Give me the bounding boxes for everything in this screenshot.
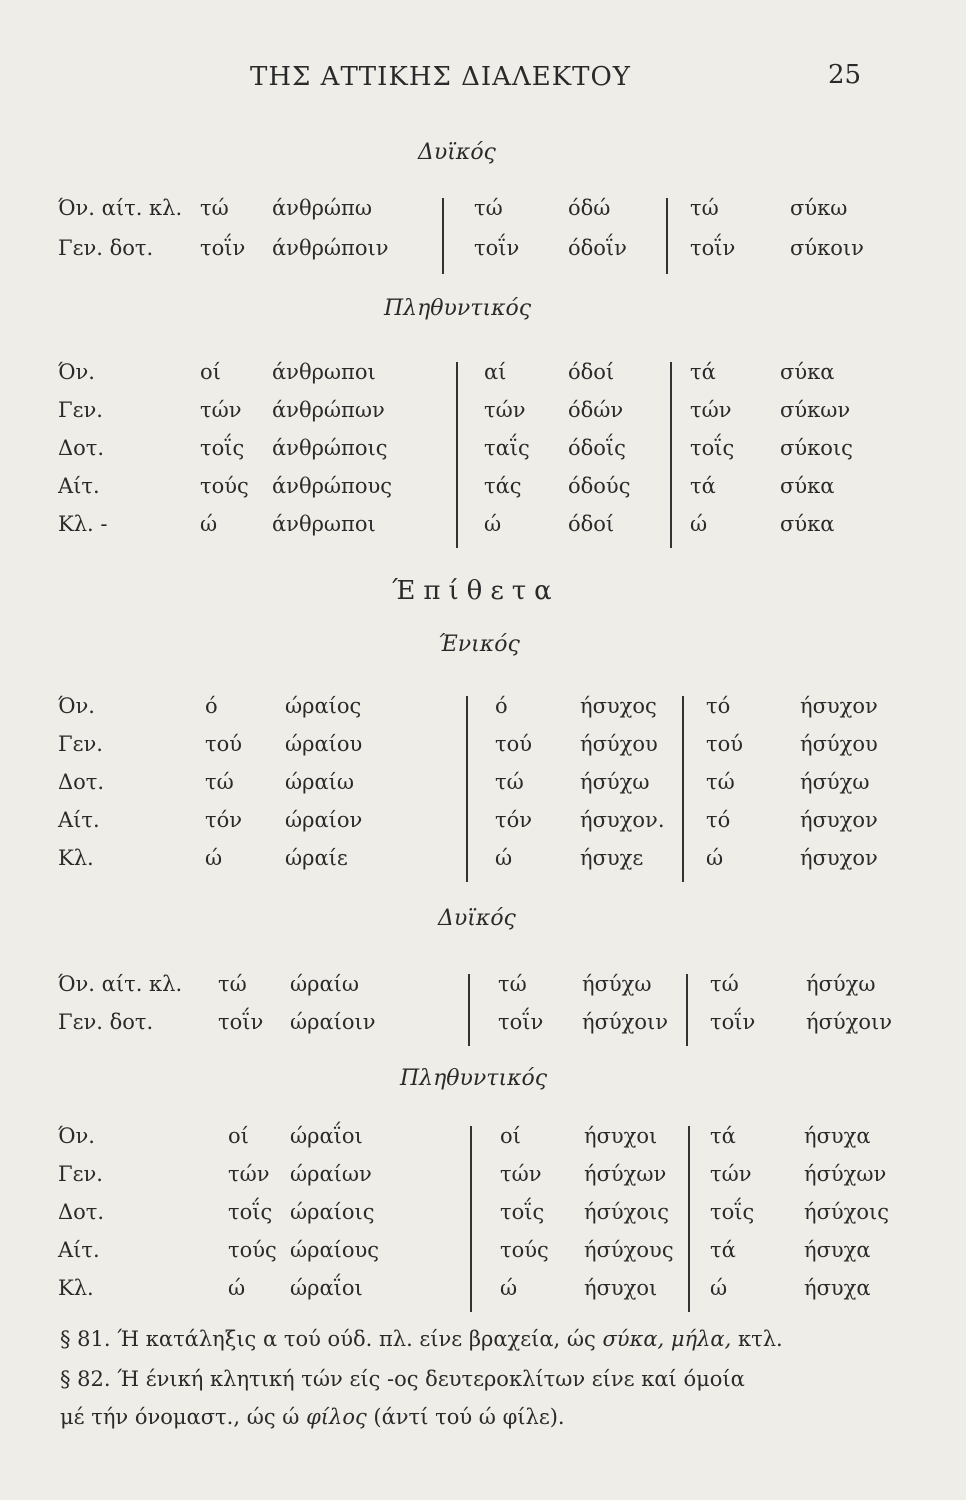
article-cell: τών: [690, 398, 732, 422]
article-cell: ώ: [690, 512, 708, 536]
column-divider: [456, 362, 458, 548]
case-label: Γεν. δοτ.: [58, 1010, 154, 1034]
article-cell: τό: [706, 694, 731, 718]
column-divider: [466, 696, 468, 882]
word-form-cell: ήσύχοιν: [582, 1010, 669, 1034]
adjectives-plural-heading: Πληθυντικός: [400, 1066, 548, 1091]
case-label: Δοτ.: [58, 436, 105, 460]
paragraph-text: μέ τήν όνομαστ., ώς ώ: [60, 1405, 300, 1429]
article-cell: τών: [228, 1162, 270, 1186]
word-form-cell: άνθρωποι: [272, 360, 376, 384]
word-form-cell: ήσυχα: [804, 1238, 871, 1262]
nouns-plural-heading: Πληθυντικός: [384, 296, 532, 321]
word-form-cell: όδοί: [568, 360, 615, 384]
article-cell: τοΐν: [474, 236, 520, 260]
article-cell: τοΐν: [710, 1010, 756, 1034]
article-cell: ώ: [484, 512, 502, 536]
table-row: [0, 1276, 966, 1308]
word-form-cell: ήσυχον.: [580, 808, 665, 832]
article-cell: ώ: [706, 846, 724, 870]
article-cell: ώ: [200, 512, 218, 536]
article-cell: τώ: [706, 770, 735, 794]
word-form-cell: όδοΐν: [568, 236, 627, 260]
adjectives-title: Έπίθετα: [392, 576, 560, 606]
article-cell: τοΐν: [690, 236, 736, 260]
article-cell: τόν: [495, 808, 533, 832]
table-row: [0, 196, 966, 228]
article-cell: τών: [484, 398, 526, 422]
column-divider: [670, 362, 672, 548]
article-cell: ώ: [228, 1276, 246, 1300]
article-cell: τών: [200, 398, 242, 422]
paragraph-text: Ή ένική κλητική τών είς -ος δευτεροκλίτων είνε καί όμοία: [117, 1367, 745, 1391]
adjectives-singular-heading: Ένικός: [438, 632, 520, 657]
article-cell: τοΐς: [228, 1200, 273, 1224]
article-cell: τοΐς: [690, 436, 735, 460]
paragraph-82: [60, 1360, 910, 1436]
word-form-cell: ώραίω: [285, 770, 355, 794]
table-row: [0, 1238, 966, 1270]
article-cell: τάς: [484, 474, 522, 498]
article-cell: τώ: [498, 972, 527, 996]
article-cell: οί: [500, 1124, 521, 1148]
table-row: [0, 972, 966, 1004]
adjectives-dual-heading: Δυϊκός: [438, 906, 516, 931]
article-cell: τώ: [205, 770, 234, 794]
table-row: [0, 694, 966, 726]
word-form-cell: ήσύχοις: [804, 1200, 890, 1224]
article-cell: τώ: [474, 196, 503, 220]
case-label: Όν.: [58, 694, 95, 718]
case-label: Αίτ.: [58, 1238, 100, 1262]
word-form-cell: ώραίου: [285, 732, 363, 756]
case-label: Γεν.: [58, 732, 103, 756]
case-label: Όν.: [58, 1124, 95, 1148]
article-cell: τούς: [200, 474, 249, 498]
word-form-cell: όδώ: [568, 196, 611, 220]
word-form-cell: ήσύχω: [800, 770, 870, 794]
article-cell: τούς: [228, 1238, 277, 1262]
article-cell: τοΐς: [500, 1200, 545, 1224]
word-form-cell: ήσυχοι: [584, 1124, 658, 1148]
case-label: Γεν.: [58, 1162, 103, 1186]
word-form-cell: ήσυχα: [804, 1124, 871, 1148]
column-divider: [666, 198, 668, 274]
paragraph-number: § 81.: [60, 1327, 111, 1351]
word-form-cell: ήσυχον: [800, 808, 878, 832]
article-cell: τοΐς: [200, 436, 245, 460]
table-row: [0, 398, 966, 430]
table-row: [0, 512, 966, 544]
word-form-cell: ήσυχοι: [584, 1276, 658, 1300]
word-form-cell: όδών: [568, 398, 624, 422]
paragraph-italic-example: σύκα, μήλα,: [602, 1327, 732, 1351]
case-label: Δοτ.: [58, 1200, 105, 1224]
word-form-cell: όδοΐς: [568, 436, 626, 460]
case-label: Γεν.: [58, 398, 103, 422]
word-form-cell: άνθρώπους: [272, 474, 393, 498]
column-divider: [682, 696, 684, 882]
paragraph-italic-example: φίλος: [306, 1405, 367, 1429]
article-cell: τών: [500, 1162, 542, 1186]
article-cell: τά: [710, 1238, 736, 1262]
article-cell: τά: [690, 474, 716, 498]
word-form-cell: ώραίε: [285, 846, 348, 870]
table-row: [0, 1124, 966, 1156]
word-form-cell: ήσύχοις: [584, 1200, 670, 1224]
word-form-cell: άνθρώποις: [272, 436, 388, 460]
article-cell: τά: [710, 1124, 736, 1148]
article-cell: τώ: [690, 196, 719, 220]
article-cell: τοΐν: [200, 236, 246, 260]
paragraph-81: [60, 1320, 910, 1358]
table-row: [0, 360, 966, 392]
paragraph-text: κτλ.: [737, 1327, 783, 1351]
word-form-cell: ώραίοιν: [290, 1010, 376, 1034]
paragraph-number: § 82.: [60, 1367, 111, 1391]
word-form-cell: όδούς: [568, 474, 631, 498]
case-label: Όν.: [58, 360, 95, 384]
paragraph-text: Ή κατάληξις α τού ούδ. πλ. είνε βραχεία, ώς: [117, 1327, 596, 1351]
column-divider: [470, 1126, 472, 1312]
table-row: [0, 732, 966, 764]
page-number: 25: [828, 60, 862, 90]
article-cell: ώ: [710, 1276, 728, 1300]
table-row: [0, 236, 966, 268]
case-label: Δοτ.: [58, 770, 105, 794]
table-row: [0, 1200, 966, 1232]
case-label: Γεν. δοτ.: [58, 236, 154, 260]
word-form-cell: ήσύχους: [584, 1238, 674, 1262]
article-cell: τώ: [200, 196, 229, 220]
article-cell: τού: [205, 732, 243, 756]
article-cell: ό: [205, 694, 218, 718]
article-cell: ώ: [495, 846, 513, 870]
word-form-cell: ήσύχου: [800, 732, 878, 756]
word-form-cell: ώραίος: [285, 694, 362, 718]
word-form-cell: σύκοις: [780, 436, 853, 460]
word-form-cell: ήσύχων: [804, 1162, 887, 1186]
article-cell: τού: [706, 732, 744, 756]
word-form-cell: ήσύχοιν: [806, 1010, 893, 1034]
table-row: [0, 1162, 966, 1194]
article-cell: τά: [690, 360, 716, 384]
article-cell: τοΐς: [710, 1200, 755, 1224]
table-row: [0, 846, 966, 878]
word-form-cell: όδοί: [568, 512, 615, 536]
table-row: [0, 436, 966, 468]
article-cell: ταΐς: [484, 436, 530, 460]
word-form-cell: ώραίοις: [290, 1200, 375, 1224]
table-row: [0, 770, 966, 802]
table-row: [0, 474, 966, 506]
word-form-cell: ώραίω: [290, 972, 360, 996]
column-divider: [442, 198, 444, 274]
word-form-cell: ώραίους: [290, 1238, 380, 1262]
word-form-cell: ώραίον: [285, 808, 363, 832]
word-form-cell: ήσυχα: [804, 1276, 871, 1300]
word-form-cell: ήσύχων: [584, 1162, 667, 1186]
word-form-cell: σύκα: [780, 474, 835, 498]
article-cell: ώ: [205, 846, 223, 870]
case-label: Αίτ.: [58, 808, 100, 832]
word-form-cell: άνθρώποιν: [272, 236, 389, 260]
word-form-cell: άνθρωποι: [272, 512, 376, 536]
word-form-cell: ώραΐοι: [290, 1124, 363, 1148]
article-cell: τού: [495, 732, 533, 756]
column-divider: [688, 1126, 690, 1312]
word-form-cell: σύκοιν: [790, 236, 864, 260]
word-form-cell: ήσύχου: [580, 732, 658, 756]
article-cell: τοΐν: [498, 1010, 544, 1034]
nouns-dual-heading: Δυϊκός: [418, 140, 496, 165]
column-divider: [686, 974, 688, 1046]
article-cell: οί: [200, 360, 221, 384]
running-title: ΤΗΣ ΑΤΤΙΚΗΣ ΔΙΑΛΕΚΤΟΥ: [250, 62, 631, 92]
word-form-cell: άνθρώπω: [272, 196, 372, 220]
word-form-cell: σύκω: [790, 196, 848, 220]
word-form-cell: ήσυχον: [800, 694, 878, 718]
word-form-cell: σύκων: [780, 398, 851, 422]
article-cell: αί: [484, 360, 507, 384]
case-label: Κλ.: [58, 1276, 94, 1300]
article-cell: τοΐν: [218, 1010, 264, 1034]
word-form-cell: ήσύχω: [806, 972, 876, 996]
article-cell: τόν: [205, 808, 243, 832]
table-row: [0, 1010, 966, 1042]
case-label: Αίτ.: [58, 474, 100, 498]
case-label: Όν. αίτ. κλ.: [58, 972, 183, 996]
case-label: Όν. αίτ. κλ.: [58, 196, 183, 220]
table-row: [0, 808, 966, 840]
article-cell: ό: [495, 694, 508, 718]
article-cell: τώ: [710, 972, 739, 996]
word-form-cell: ήσυχον: [800, 846, 878, 870]
word-form-cell: ώραίων: [290, 1162, 372, 1186]
word-form-cell: ώραΐοι: [290, 1276, 363, 1300]
article-cell: τώ: [495, 770, 524, 794]
case-label: Κλ.: [58, 846, 94, 870]
word-form-cell: ήσύχω: [582, 972, 652, 996]
word-form-cell: σύκα: [780, 512, 835, 536]
word-form-cell: ήσύχω: [580, 770, 650, 794]
article-cell: τών: [710, 1162, 752, 1186]
word-form-cell: άνθρώπων: [272, 398, 385, 422]
article-cell: τώ: [218, 972, 247, 996]
column-divider: [468, 974, 470, 1046]
article-cell: οί: [228, 1124, 249, 1148]
word-form-cell: ήσυχε: [580, 846, 644, 870]
article-cell: τό: [706, 808, 731, 832]
paragraph-text: (άντί τού ώ φίλε).: [373, 1405, 565, 1429]
article-cell: ώ: [500, 1276, 518, 1300]
case-label: Κλ. -: [58, 512, 108, 536]
word-form-cell: ήσυχος: [580, 694, 657, 718]
article-cell: τούς: [500, 1238, 549, 1262]
word-form-cell: σύκα: [780, 360, 835, 384]
